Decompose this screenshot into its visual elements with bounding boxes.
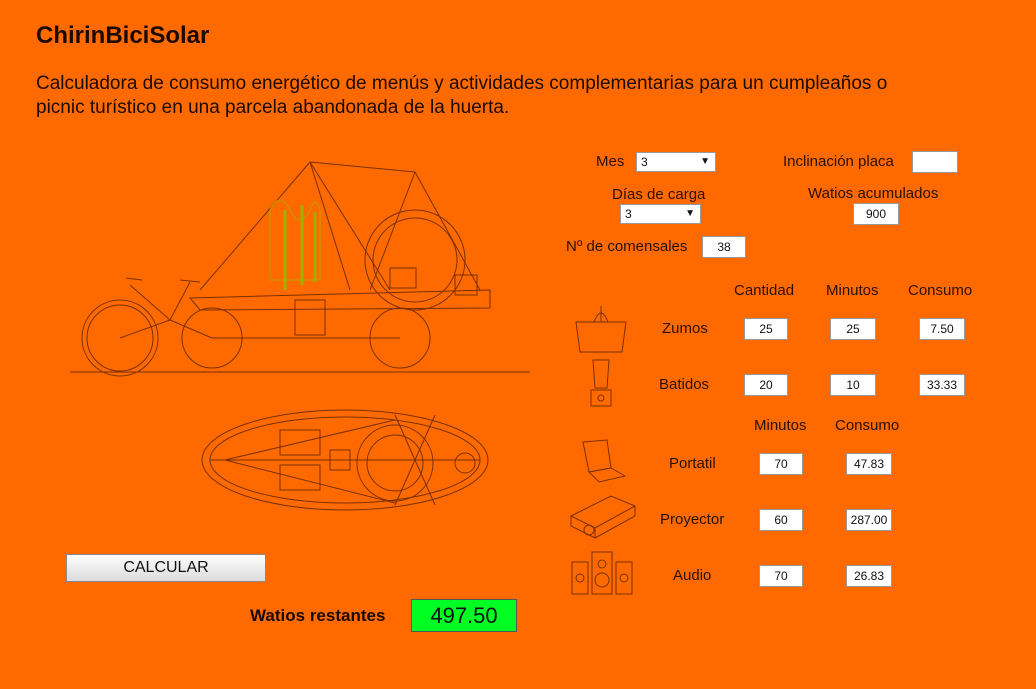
zumos-minutos-input[interactable]: 25 <box>830 318 876 340</box>
proyector-consumo-output: 287.00 <box>846 509 892 531</box>
header-cantidad: Cantidad <box>734 282 795 299</box>
comensales-input[interactable]: 38 <box>702 236 746 258</box>
audio-minutos-input[interactable]: 70 <box>759 565 803 587</box>
zumos-label: Zumos <box>662 320 708 337</box>
proyector-minutos-input[interactable]: 60 <box>759 509 803 531</box>
bike-side-view-illustration <box>70 150 540 380</box>
audio-label: Audio <box>673 567 712 584</box>
dias-label: Días de carga <box>612 186 706 203</box>
header-consumo: Consumo <box>908 282 973 299</box>
zumos-consumo-output: 7.50 <box>919 318 965 340</box>
juicer-icon <box>566 300 636 356</box>
header-minutos: Minutos <box>826 282 879 299</box>
app-title: ChirinBiciSolar <box>36 22 210 49</box>
mes-value: 3 <box>641 155 648 169</box>
inclinacion-input[interactable] <box>912 151 958 173</box>
proyector-label: Proyector <box>660 511 725 528</box>
batidos-consumo-output: 33.33 <box>919 374 965 396</box>
audio-consumo-output: 26.83 <box>846 565 892 587</box>
batidos-label: Batidos <box>659 376 710 393</box>
watios-acumulados-input[interactable]: 900 <box>853 203 899 225</box>
page-description: Calculadora de consumo energético de menús y actividades complementarias para un cumpleaños o picnic turístico en una parcela abandonada de la huerta. <box>36 73 888 118</box>
watios-restantes-label: Watios restantes <box>250 606 386 625</box>
comensales-label: Nº de comensales <box>566 238 688 255</box>
portatil-consumo-output: 47.83 <box>846 453 892 475</box>
projector-icon <box>567 492 639 542</box>
watios-restantes-output: 497.50 <box>411 599 517 632</box>
activities-header-consumo: Consumo <box>835 417 900 434</box>
laptop-icon <box>577 438 629 486</box>
dias-select[interactable] <box>620 204 701 224</box>
batidos-cantidad-input[interactable]: 20 <box>744 374 788 396</box>
bike-top-view-illustration <box>195 405 495 515</box>
portatil-label: Portatil <box>669 455 716 472</box>
calculate-button[interactable]: CALCULAR <box>66 554 266 582</box>
inclinacion-label: Inclinación placa <box>783 153 894 170</box>
portatil-minutos-input[interactable]: 70 <box>759 453 803 475</box>
dias-value: 3 <box>625 207 632 221</box>
zumos-cantidad-input[interactable]: 25 <box>744 318 788 340</box>
dropdown-arrow-icon: ▼ <box>700 156 710 167</box>
activities-header-minutos: Minutos <box>754 417 807 434</box>
watios-acumulados-label: Watios acumulados <box>808 185 939 202</box>
dropdown-arrow-icon: ▼ <box>685 208 695 219</box>
mes-label: Mes <box>596 153 625 170</box>
mes-select[interactable] <box>636 152 716 172</box>
batidos-minutos-input[interactable]: 10 <box>830 374 876 396</box>
blender-icon <box>585 356 617 410</box>
speakers-icon <box>568 548 636 598</box>
